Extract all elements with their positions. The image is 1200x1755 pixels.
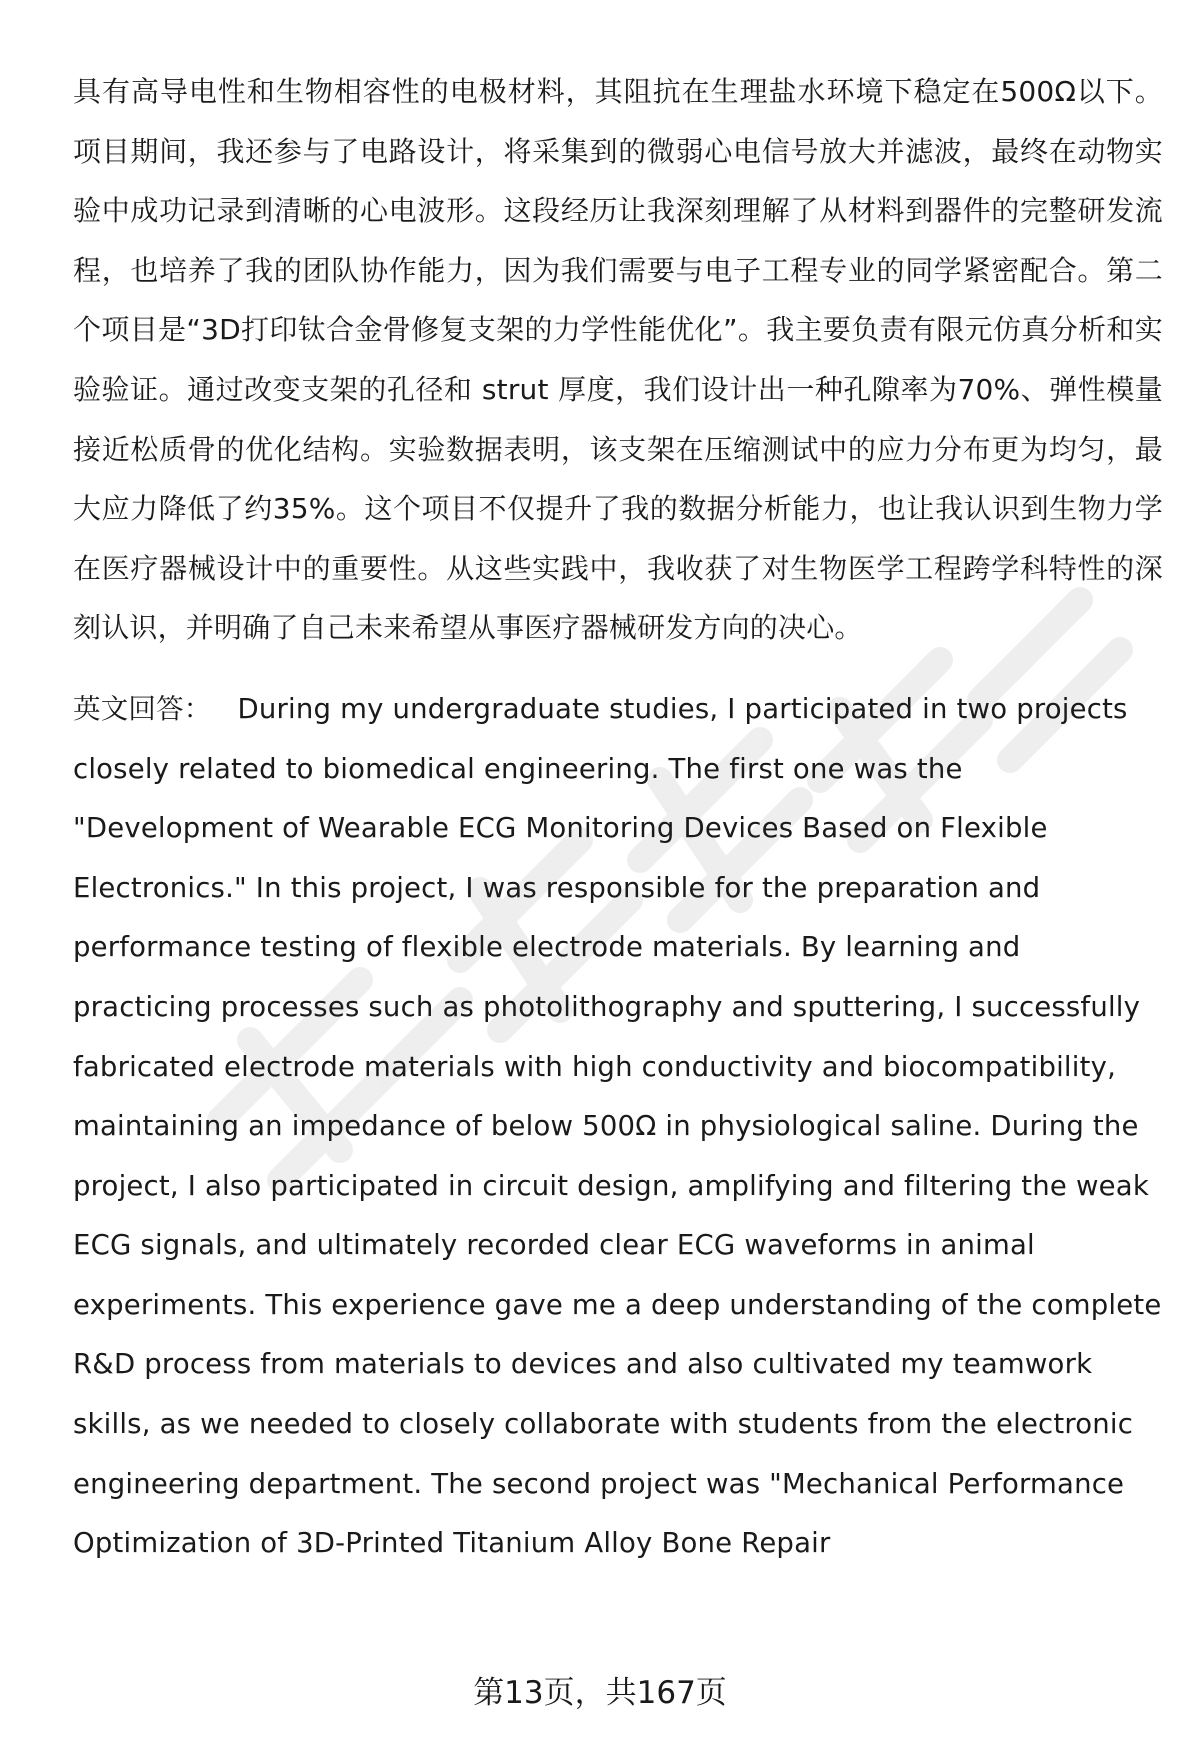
page-number-footer: 第13页，共167页 xyxy=(473,1675,727,1711)
english-answer-label: 英文回答： xyxy=(73,692,212,725)
chinese-answer-paragraph: 具有高导电性和生物相容性的电极材料，其阻抗在生理盐水环境下稳定在500Ω以下。项目期间，我还参与了电路设计，将采集到的微弱心电信号放大并滤波，最终在动物实验中成功记录到清晰的心电波形。这段经历让我深刻理解了从材料到器件的完整研发流程，也培养了我的团队协作能力，因为我们需要与电子工程专业的同学紧密配合。第二个项目是“3D打印钛合金骨修复支架的力学性能优化”。我主要负责有限元仿真分析和实验验证。通过改变支架的孔径和 strut 厚度，我们设计出一种孔隙率为70%、弹性模量接近松质骨的优化结构。实验数据表明，该支架在压缩测试中的应力分布更为均匀，最大应力降低了约35%。这个项目不仅提升了我的数据分析能力，也让我认识到生物力学在医疗器械设计中的重要性。从这些实践中，我收获了对生物医学工程跨学科特性的深刻认识，并明确了自己未来希望从事医疗器械研发方向的决心。 xyxy=(73,75,1163,645)
english-answer-text: During my undergraduate studies, I participated in two projects closely related to biomedical engineering. The first one was the "Development of Wearable ECG Monitoring Devices Based on Flexible Electronics." In this project, I was responsible for the preparation and performance testing of flexible electrode materials. By learning and practicing processes such as photolithography and sputtering, I successfully fabricated electrode materials with high conductivity and biocompatibility, maintaining an impedance of below 500Ω in physiological saline. During the project, I also participated in circuit design, amplifying and filtering the weak ECG signals, and ultimately recorded clear ECG waveforms in animal experiments. This experience gave me a deep understanding of the complete R&D process from materials to devices and also cultivated my teamwork skills, as we needed to closely collaborate with students from the electronic engineering department. The second project was "Mechanical Performance Optimization of 3D-Printed Titanium Alloy Bone Repair xyxy=(73,692,1162,1560)
document-body xyxy=(73,62,1163,1574)
english-answer-paragraph xyxy=(73,680,1163,1574)
